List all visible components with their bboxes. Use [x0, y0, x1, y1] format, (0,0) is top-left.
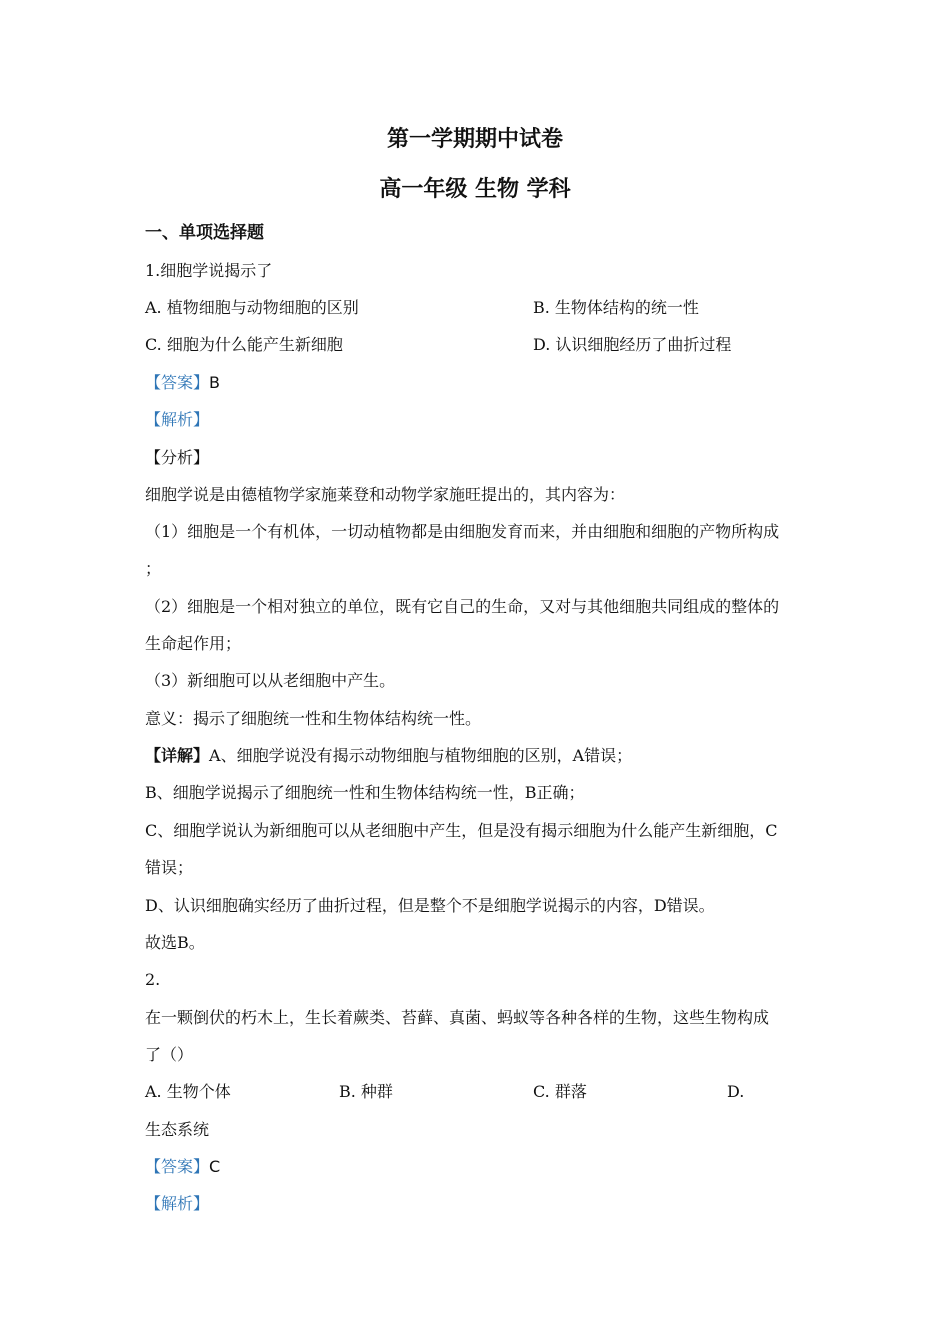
detail-first-line: A、细胞学说没有揭示动物细胞与植物细胞的区别，A错误；	[209, 746, 633, 765]
detail-tag: 【详解】	[145, 746, 210, 765]
question-1-answer	[145, 373, 220, 393]
question-2-option-d: D.	[727, 1082, 745, 1101]
question-2-number: 2.	[145, 970, 161, 989]
analysis-line: （1）细胞是一个有机体，一切动植物都是由细胞发育而来，并由细胞和细胞的产物所构成	[145, 522, 780, 541]
analysis-line: （3）新细胞可以从老细胞中产生。	[145, 671, 396, 690]
question-1-analysis-tag: 【解析】	[145, 410, 210, 429]
exam-subtitle: 高一年级 生物 学科	[379, 177, 571, 202]
question-2-option-d-continued: 生态系统	[145, 1120, 210, 1139]
question-2-option-b: B. 种群	[339, 1082, 393, 1101]
question-2-option-c: C. 群落	[533, 1082, 587, 1101]
question-1-stem: 1.细胞学说揭示了	[145, 261, 273, 280]
exam-title: 第一学期期中试卷	[386, 127, 563, 152]
detail-line: B、细胞学说揭示了细胞统一性和生物体结构统一性，B正确；	[145, 783, 585, 802]
question-1-option-c: C. 细胞为什么能产生新细胞	[145, 335, 343, 354]
question-1-detail	[145, 746, 632, 766]
answer-value: B	[209, 373, 220, 392]
answer-value: C	[209, 1157, 221, 1176]
analysis-line: 细胞学说是由德植物学家施莱登和动物学家施旺提出的，其内容为：	[145, 485, 626, 504]
question-1-option-d: D. 认识细胞经历了曲折过程	[533, 335, 732, 354]
question-1-option-a: A. 植物细胞与动物细胞的区别	[145, 298, 359, 317]
analysis-line: 意义：揭示了细胞统一性和生物体结构统一性。	[145, 709, 482, 728]
answer-tag: 【答案】	[145, 1157, 210, 1176]
analysis-line: ；	[145, 559, 162, 578]
detail-line: 错误；	[145, 858, 194, 877]
analysis-line: 生命起作用；	[145, 634, 242, 653]
section-heading: 一、单项选择题	[145, 223, 264, 243]
question-1-fenxi-tag: 【分析】	[145, 448, 210, 467]
analysis-line: （2）细胞是一个相对独立的单位，既有它自己的生命，又对与其他细胞共同组成的整体的	[145, 597, 780, 616]
question-2-stem-line: 了（）	[145, 1045, 194, 1064]
answer-tag: 【答案】	[145, 373, 210, 392]
question-2-option-a: A. 生物个体	[145, 1082, 231, 1101]
detail-line: 故选B。	[145, 933, 205, 952]
question-2-stem-line: 在一颗倒伏的朽木上，生长着蕨类、苔藓、真菌、蚂蚁等各种各样的生物，这些生物构成	[145, 1008, 770, 1027]
question-2-answer	[145, 1157, 220, 1177]
detail-line: C、细胞学说认为新细胞可以从老细胞中产生，但是没有揭示细胞为什么能产生新细胞，C	[145, 821, 778, 840]
question-2-analysis-tag: 【解析】	[145, 1194, 210, 1213]
question-1-option-b: B. 生物体结构的统一性	[533, 298, 699, 317]
detail-line: D、认识细胞确实经历了曲折过程，但是整个不是细胞学说揭示的内容，D错误。	[145, 896, 715, 915]
